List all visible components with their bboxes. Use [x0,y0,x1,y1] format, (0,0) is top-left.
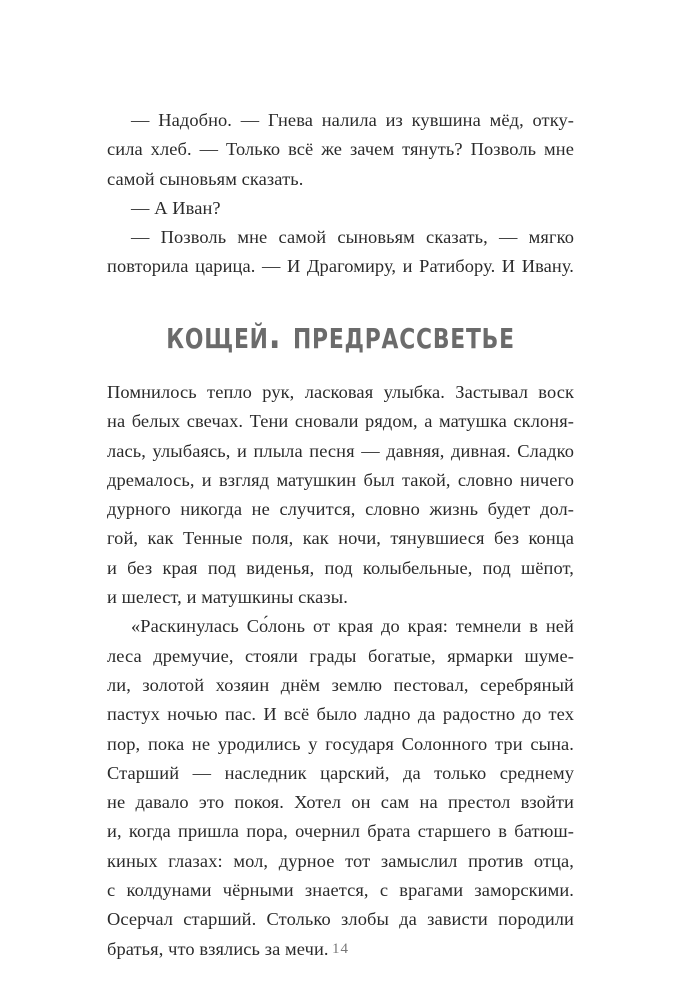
dialogue-line: — А Иван? [131,197,221,218]
body-line: Осерчал старший. Столько злобы да зависти породили [107,909,574,930]
body-line: не давало это покоя. Хотел он сам на престол взойти [107,792,574,813]
dialogue-section [107,106,574,282]
body-line: гой, как Тенные поля, как ночи, тянувшиеся без конца [107,528,574,549]
body-line: пор, пока не уродились у государя Солонного три сына. [107,733,574,754]
body-line: и без края под виденья, под колыбельные, под шёпот, [107,557,574,578]
body-line: Помнилось тепло рук, ласковая улыбка. Застывал воск [107,382,574,402]
body-line: «Раскинулась Со́лонь от края до края: темнели в ней [131,616,574,637]
page-number: 14 [332,941,349,957]
body-section [107,378,574,964]
body-line: на белых свечах. Тени сновали рядом, а матушка склоня- [107,411,574,432]
dialogue-line: сила хлеб. — Только всё же зачем тянуть? Позволь мне [107,139,574,160]
body-line: ли, золотой хозяин днём землю пестовал, серебряный [107,674,574,695]
body-line: и шелест, и матушкины сказы. [107,587,348,608]
body-line: с колдунами чёрными знается, с врагами заморскими. [107,880,574,901]
body-line: дурного никогда не случится, словно жизнь будет дол- [107,499,574,520]
dialogue-line: — Надобно. — Гнева налила из кувшина мёд, отку- [131,110,574,130]
body-line: леса дремучие, стояли грады богатые, ярмарки шуме- [107,645,574,666]
body-line: пастух ночью пас. И всё было ладно да радостно до тех [107,704,574,725]
body-line: и, когда пришла пора, очернил брата старшего в батюш- [107,821,574,842]
dialogue-line: повторила царица. — И Драгомиру, и Ратибору. И Ивану. [107,256,574,277]
body-line: Старший — наследник царский, да только среднему [107,762,574,783]
body-line: братья, что взялись за мечи. [107,938,329,959]
body-line: лась, улыбаясь, и плыла песня — давняя, дивная. Сладко [107,440,574,461]
body-line: дремалось, и взгляд матушкин был такой, словно ничего [107,469,574,490]
chapter-title: кощей. предрассветье [166,312,515,358]
body-line: киных глазах: мол, дурное тот замыслил против отца, [107,850,574,871]
dialogue-line: — Позволь мне самой сыновьям сказать, — мягко [131,227,574,248]
dialogue-line: самой сыновьям сказать. [107,168,304,189]
